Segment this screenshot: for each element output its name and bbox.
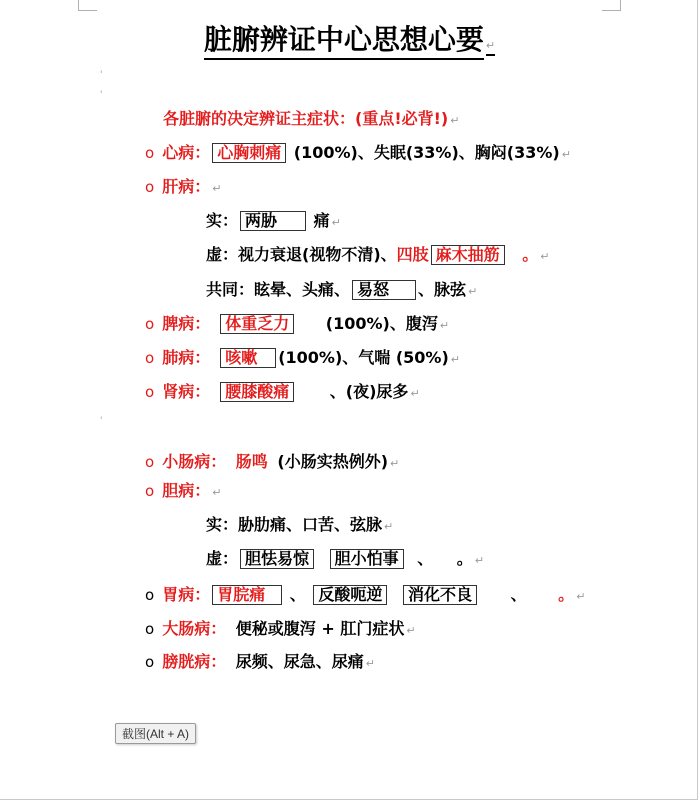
paragraph-mark-icon: ↵ bbox=[576, 590, 586, 603]
keyword-box: 易怒 bbox=[352, 280, 416, 300]
bullet-icon: o bbox=[145, 349, 155, 367]
paragraph-mark-icon: ↵ bbox=[365, 657, 376, 670]
page-corner-mark bbox=[78, 0, 97, 11]
lung-line: o 肺病： 咳嗽 (100%)、气喘 (50%) ↵ bbox=[145, 348, 460, 367]
keyword-box: 两胁 bbox=[240, 211, 306, 231]
keyword-box: 胆怯易惊 bbox=[240, 549, 314, 569]
liver-line: o 肝病： ↵ bbox=[145, 177, 222, 196]
keyword-box: 胃脘痛 bbox=[212, 585, 282, 605]
keyword-box: 消化不良 bbox=[403, 585, 477, 605]
paragraph-mark-icon: ↵ bbox=[561, 148, 571, 161]
paragraph-mark-icon: ↵ bbox=[474, 554, 485, 567]
bullet-icon: o bbox=[145, 383, 155, 401]
paragraph-mark-icon: ↵ bbox=[540, 250, 550, 263]
empty-paragraph-mark: ' bbox=[100, 70, 103, 80]
bullet-icon: o bbox=[145, 482, 155, 500]
empty-paragraph-mark: ' bbox=[100, 90, 103, 100]
screenshot-tooltip: 截图(Alt + A) bbox=[115, 723, 196, 744]
keyword-box: 咳嗽 bbox=[220, 348, 276, 368]
bullet-icon: o bbox=[145, 620, 155, 638]
bullet-icon: o bbox=[145, 586, 155, 604]
kidney-line: o 肾病： 腰膝酸痛 、(夜)尿多 ↵ bbox=[145, 382, 420, 401]
paragraph-mark-icon: ↵ bbox=[410, 387, 420, 400]
paragraph-mark-icon: ↵ bbox=[439, 319, 450, 332]
paragraph-mark-icon: ↵ bbox=[468, 285, 478, 298]
large-intestine-line: o 大肠病： 便秘或腹泻 + 肛门症状 ↵ bbox=[145, 619, 416, 638]
paragraph-mark-icon: ↵ bbox=[406, 624, 416, 637]
paragraph-mark-icon: ↵ bbox=[390, 457, 400, 470]
bladder-line: o 膀胱病： 尿频、尿急、尿痛 ↵ bbox=[145, 652, 376, 671]
empty-paragraph-mark: ' bbox=[100, 416, 103, 426]
liver-common-line: 共同：眩晕、头痛、 易怒 、脉弦 ↵ bbox=[206, 280, 478, 299]
keyword-box: 胆小怕事 bbox=[330, 549, 404, 569]
paragraph-mark-icon: ↵ bbox=[486, 39, 495, 56]
stomach-line: o 胃病： 胃脘痛 、 反酸呃逆 消化不良 、 。 ↵ bbox=[145, 585, 586, 604]
paragraph-mark-icon: ↵ bbox=[450, 353, 460, 366]
intro-line: 各脏腑的决定辨证主症状：(重点!必背!) ↵ bbox=[163, 109, 460, 128]
keyword-box: 麻木抽筋 bbox=[431, 245, 505, 265]
page-corner-mark bbox=[602, 0, 621, 11]
gallbladder-shi-line: 实：胁肋痛、口苦、弦脉 ↵ bbox=[206, 515, 394, 534]
liver-shi-line: 实： 两胁 痛 ↵ bbox=[206, 211, 341, 230]
gallbladder-xu-line: 虚： 胆怯易惊 胆小怕事 、 。 ↵ bbox=[206, 549, 485, 568]
bullet-icon: o bbox=[145, 144, 155, 162]
liver-xu-line: 虚：视力衰退(视物不清)、四肢 麻木抽筋 。 ↵ bbox=[206, 245, 550, 264]
gallbladder-line: o 胆病： ↵ bbox=[145, 481, 222, 500]
paragraph-mark-icon: ↵ bbox=[212, 182, 222, 195]
document-title: 脏腑辨证中心思想心要 ↵ bbox=[0, 18, 699, 58]
paragraph-mark-icon: ↵ bbox=[450, 114, 460, 127]
keyword-box: 腰膝酸痛 bbox=[220, 382, 294, 402]
bullet-icon: o bbox=[145, 453, 155, 471]
bullet-icon: o bbox=[145, 315, 155, 333]
paragraph-mark-icon: ↵ bbox=[384, 520, 394, 533]
keyword-box: 体重乏力 bbox=[220, 314, 294, 334]
paragraph-mark-icon: ↵ bbox=[331, 216, 341, 229]
spleen-line: o 脾病： 体重乏力 (100%)、腹泻 ↵ bbox=[145, 314, 450, 333]
keyword-box: 心胸刺痛 bbox=[212, 143, 286, 163]
heart-line: o 心病： 心胸刺痛 (100%)、失眠(33%)、胸闷(33%) ↵ bbox=[145, 143, 571, 162]
bullet-icon: o bbox=[145, 178, 155, 196]
paragraph-mark-icon: ↵ bbox=[212, 486, 222, 499]
small-intestine-line: o 小肠病： 肠鸣 (小肠实热例外) ↵ bbox=[145, 452, 400, 471]
keyword-box: 反酸呃逆 bbox=[313, 585, 387, 605]
bullet-icon: o bbox=[145, 653, 155, 671]
